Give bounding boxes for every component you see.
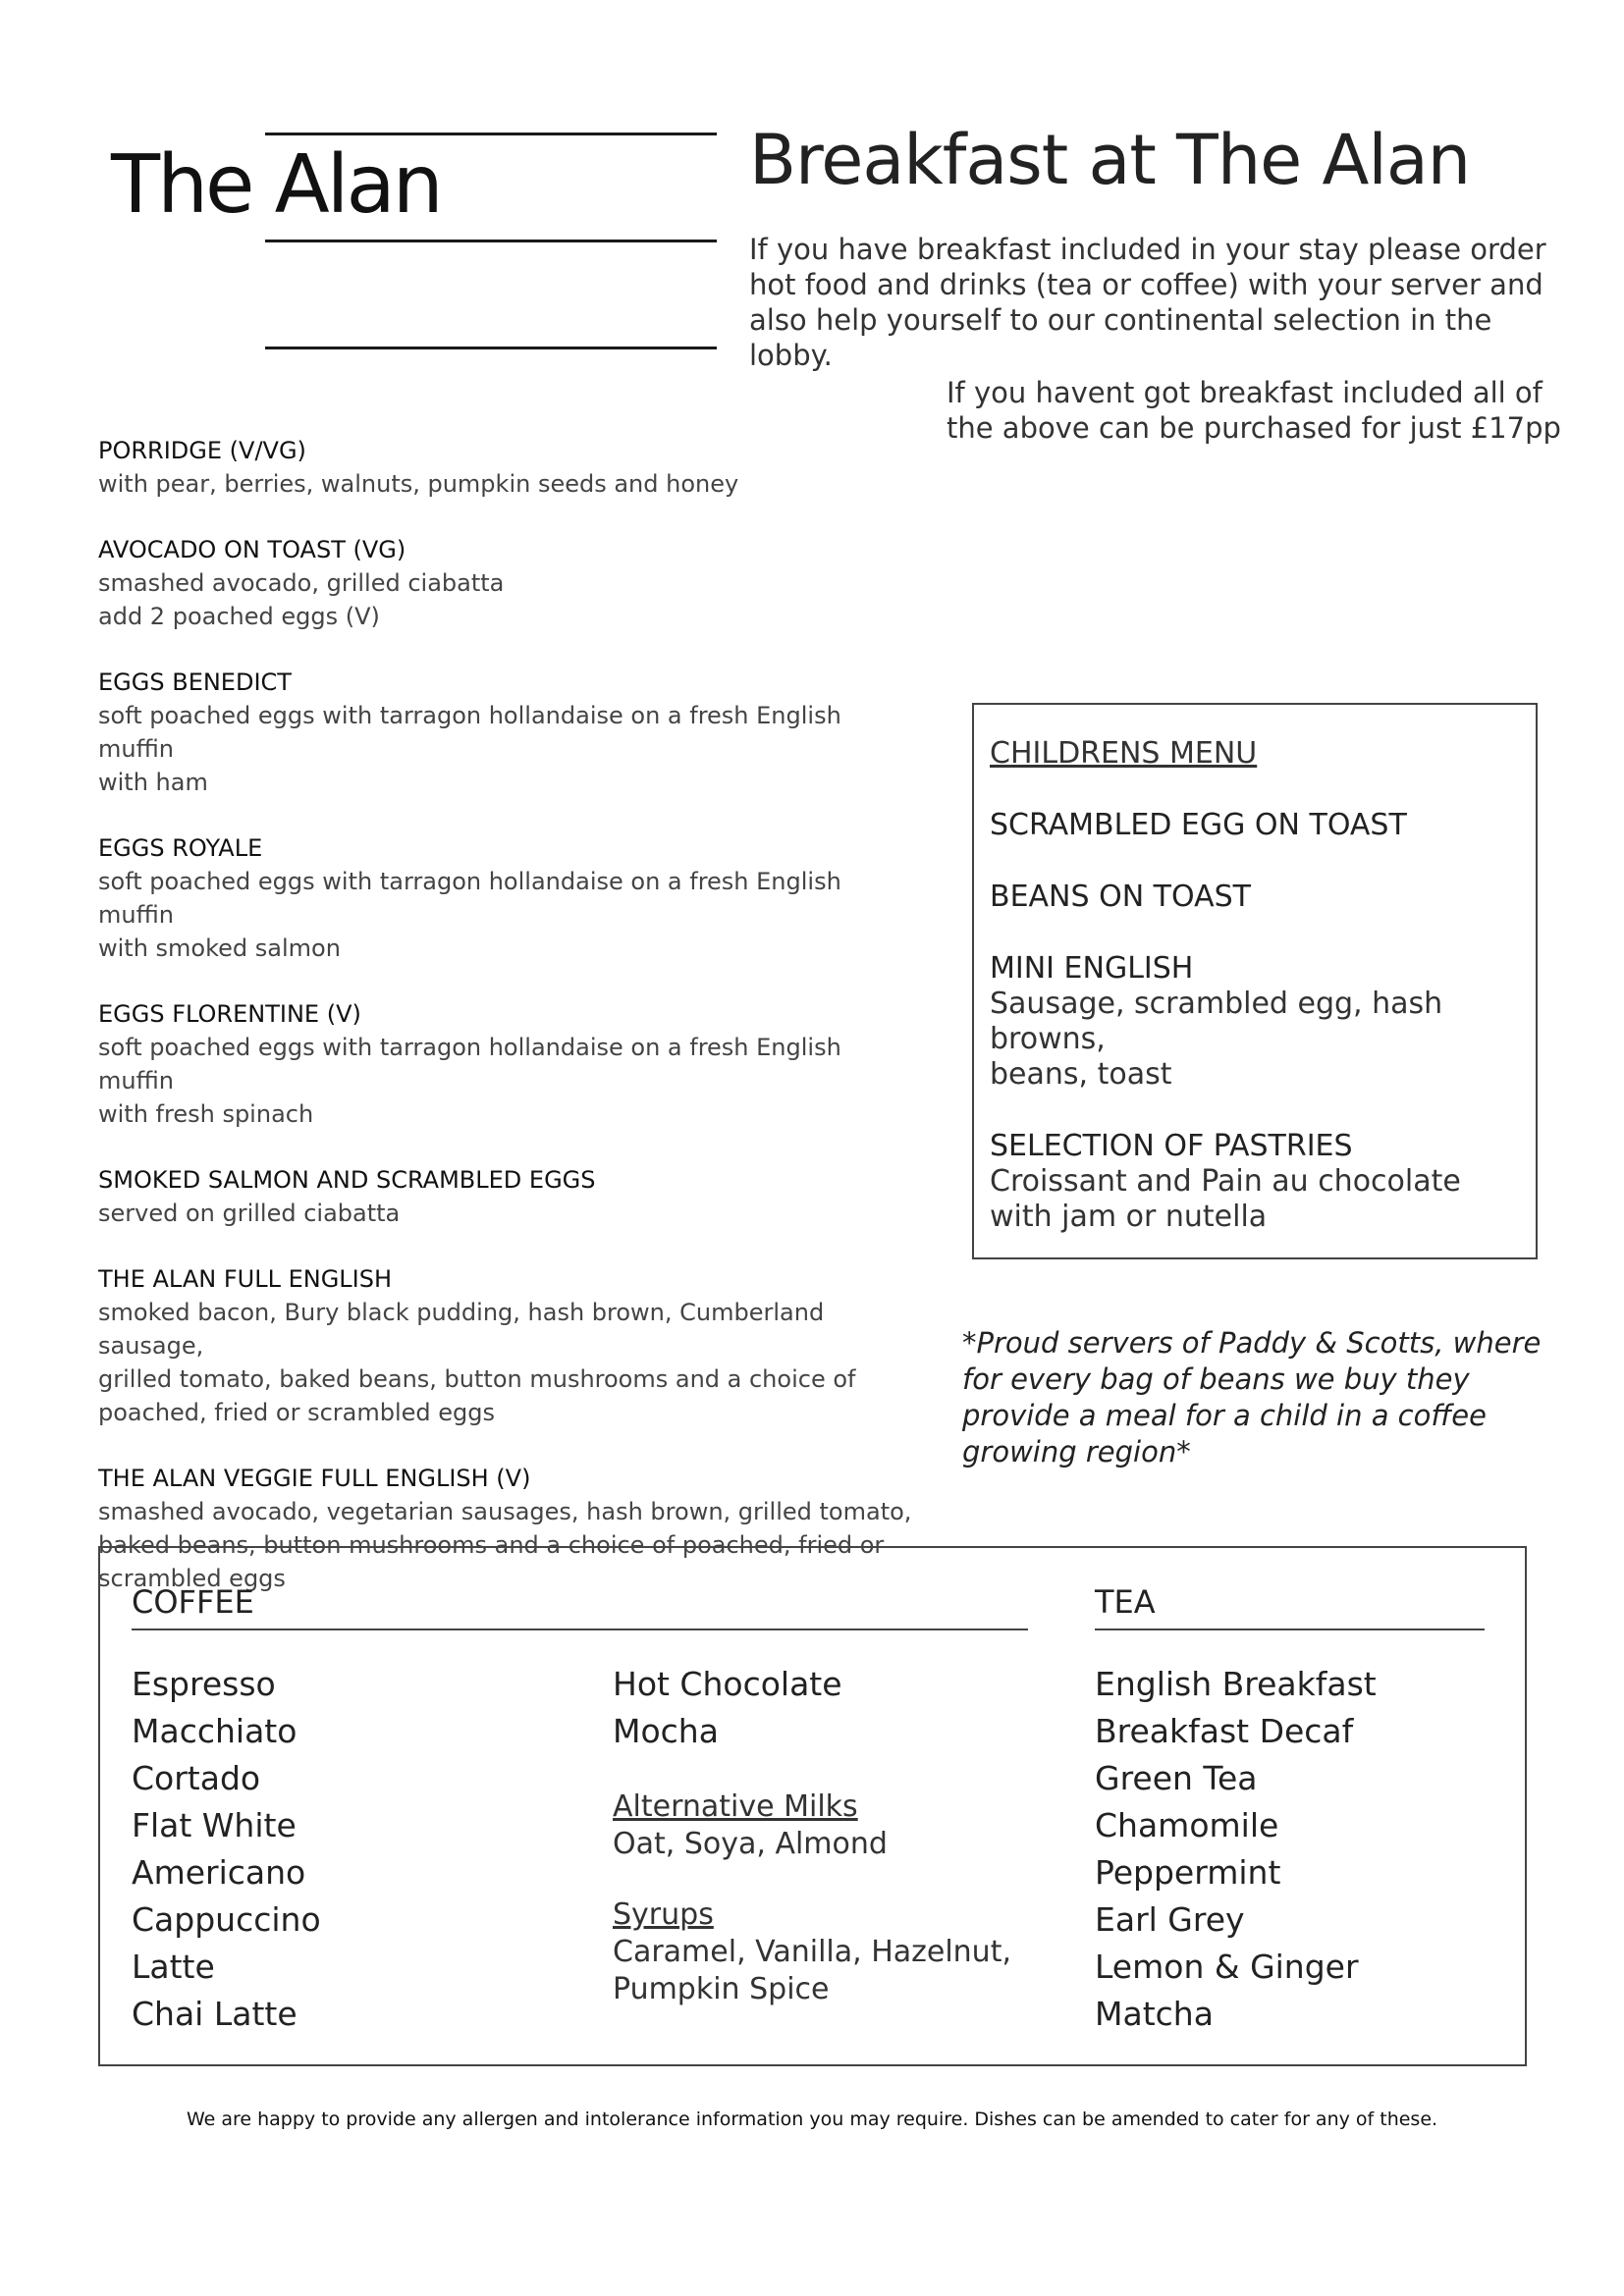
menu-item-description: with pear, berries, walnuts, pumpkin seeds and honey <box>98 470 739 498</box>
childrens-item-name: SELECTION OF PASTRIES <box>990 1129 1353 1163</box>
tea-item: Peppermint <box>1095 1853 1281 1892</box>
alternative-milks-list: Oat, Soya, Almond <box>613 1827 888 1861</box>
tea-item: Lemon & Ginger <box>1095 1948 1359 1986</box>
menu-item <box>98 1262 923 1429</box>
menu-item <box>98 434 923 501</box>
allergen-footer: We are happy to provide any allergen and intolerance information you may require. Dishes can be amended to cater for any of these. <box>186 2109 1438 2130</box>
menu-item <box>98 533 923 633</box>
intro-line: If you have breakfast included in your stay please order <box>749 233 1546 266</box>
childrens-menu-box <box>972 703 1538 1259</box>
childrens-item-description: Sausage, scrambled egg, hash browns, beans, toast <box>990 987 1443 1092</box>
coffee-item: Hot Chocolate <box>613 1665 842 1703</box>
tea-item: Matcha <box>1095 1995 1214 2033</box>
childrens-item-description: Croissant and Pain au chocolate with jam or nutella <box>990 1164 1461 1234</box>
menu-item-name: SMOKED SALMON AND SCRAMBLED EGGS <box>98 1166 596 1194</box>
coffee-list <box>132 1661 321 2038</box>
price-note <box>947 375 1561 446</box>
logo-rule-middle <box>265 240 717 242</box>
childrens-menu-item <box>990 951 1520 1093</box>
tea-item: English Breakfast <box>1095 1665 1377 1703</box>
menu-item-description: soft poached eggs with tarragon hollandaise on a fresh English muffin with fresh spinach <box>98 1034 841 1128</box>
coffee-item: Macchiato <box>132 1712 298 1750</box>
breakfast-menu <box>98 434 923 1628</box>
coffee-item: Latte <box>132 1948 215 1986</box>
proud-servers-note: *Proud servers of Paddy & Scotts, where for every bag of beans we buy they provide a meal for a child in a coffee growing region* <box>962 1326 1542 1468</box>
coffee-item: Mocha <box>613 1712 719 1750</box>
tea-item: Breakfast Decaf <box>1095 1712 1354 1750</box>
childrens-item-name: BEANS ON TOAST <box>990 880 1251 914</box>
menu-item-name: EGGS FLORENTINE (V) <box>98 1000 361 1028</box>
tea-heading-rule <box>1095 1629 1485 1630</box>
menu-item-name: AVOCADO ON TOAST (VG) <box>98 536 406 563</box>
logo-rule-bottom <box>265 347 717 349</box>
childrens-menu-content <box>990 736 1520 1235</box>
menu-item-description: served on grilled ciabatta <box>98 1200 401 1227</box>
coffee-item: Espresso <box>132 1665 276 1703</box>
menu-item-description: soft poached eggs with tarragon hollandaise on a fresh English muffin with smoked salmon <box>98 868 841 962</box>
tea-list <box>1095 1661 1377 2038</box>
intro-text <box>749 232 1554 373</box>
childrens-menu-item <box>990 880 1520 915</box>
menu-item-name: EGGS ROYALE <box>98 834 263 862</box>
page-title: Breakfast at The Alan <box>749 120 1471 200</box>
menu-item-name: THE ALAN VEGGIE FULL ENGLISH (V) <box>98 1465 531 1492</box>
menu-item-name: PORRIDGE (V/VG) <box>98 437 306 464</box>
menu-item <box>98 666 923 799</box>
menu-item-description: smashed avocado, vegetarian sausages, hash brown, grilled tomato, baked beans, button mushrooms and a choice of poached, fried or scrambled eggs <box>98 1498 912 1592</box>
drinks-box <box>98 1546 1527 2066</box>
coffee-item: Cortado <box>132 1759 261 1797</box>
childrens-menu-item <box>990 808 1520 843</box>
coffee-heading: COFFEE <box>132 1583 254 1621</box>
coffee-item: Chai Latte <box>132 1995 298 2033</box>
childrens-item-name: SCRAMBLED EGG ON TOAST <box>990 808 1407 842</box>
childrens-menu-title: CHILDRENS MENU <box>990 736 1258 771</box>
coffee-heading-rule <box>132 1629 1028 1630</box>
price-note-line: the above can be purchased for just £17pp <box>947 411 1561 445</box>
tea-heading: TEA <box>1095 1583 1156 1621</box>
menu-item <box>98 831 923 965</box>
logo-rule-top <box>265 133 717 135</box>
childrens-menu-item <box>990 1129 1520 1235</box>
intro-line: hot food and drinks (tea or coffee) with your server and <box>749 268 1543 301</box>
coffee-list-secondary <box>613 1661 1011 2008</box>
menu-item-description: smashed avocado, grilled ciabatta add 2 poached eggs (V) <box>98 569 505 630</box>
price-note-line: If you havent got breakfast included all of <box>947 376 1543 409</box>
coffee-item: Flat White <box>132 1806 297 1844</box>
menu-item-name: THE ALAN FULL ENGLISH <box>98 1265 393 1293</box>
brand-name: The Alan <box>111 138 441 232</box>
syrups-list: Caramel, Vanilla, Hazelnut, Pumpkin Spice <box>613 1935 1011 2006</box>
tea-item: Earl Grey <box>1095 1900 1245 1939</box>
alternative-milks-heading: Alternative Milks <box>613 1789 858 1824</box>
coffee-item: Cappuccino <box>132 1900 321 1939</box>
menu-item-description: smoked bacon, Bury black pudding, hash brown, Cumberland sausage, grilled tomato, baked beans, button mushrooms and a choice of poached, fried or scrambled eggs <box>98 1299 856 1426</box>
menu-item-description: soft poached eggs with tarragon hollandaise on a fresh English muffin with ham <box>98 702 841 796</box>
syrups-heading: Syrups <box>613 1897 714 1932</box>
menu-item <box>98 997 923 1131</box>
menu-item-name: EGGS BENEDICT <box>98 668 292 696</box>
intro-line: also help yourself to our continental selection in the lobby. <box>749 303 1492 372</box>
tea-item: Green Tea <box>1095 1759 1258 1797</box>
menu-item <box>98 1163 923 1230</box>
childrens-item-name: MINI ENGLISH <box>990 951 1194 986</box>
coffee-item: Americano <box>132 1853 306 1892</box>
tea-item: Chamomile <box>1095 1806 1279 1844</box>
